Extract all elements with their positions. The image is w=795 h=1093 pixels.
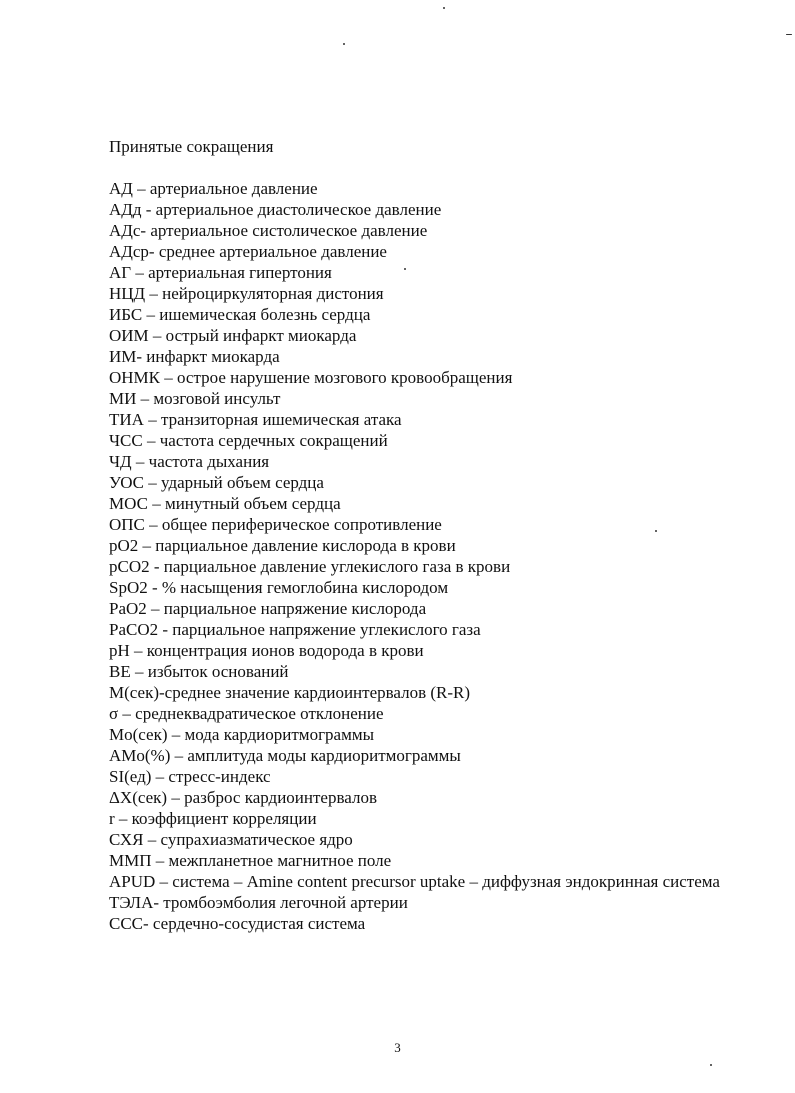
list-item: ΔX(сек) – разброс кардиоинтервалов <box>109 788 377 807</box>
list-item: ТИА – транзиторная ишемическая атака <box>109 410 402 429</box>
scan-speck <box>786 34 792 35</box>
list-item: АГ – артериальная гипертония <box>109 263 332 282</box>
list-item: ОНМК – острое нарушение мозгового кровообращения <box>109 368 513 387</box>
list-item: ОПС – общее периферическое сопротивление <box>109 515 442 534</box>
list-item: ЧСС – частота сердечных сокращений <box>109 431 388 450</box>
list-item: ССС- сердечно-сосудистая система <box>109 914 366 933</box>
scan-speck <box>710 1064 712 1066</box>
list-item: σ – среднеквадратическое отклонение <box>109 704 384 723</box>
abbreviation-list <box>109 178 749 934</box>
list-item: рО2 – парциальное давление кислорода в крови <box>109 536 456 555</box>
list-item: АДс- артериальное систолическое давление <box>109 221 428 240</box>
list-item: МИ – мозговой инсульт <box>109 389 281 408</box>
list-item: PaO2 – парциальное напряжение кислорода <box>109 599 427 618</box>
list-item: ОИМ – острый инфаркт миокарда <box>109 326 357 345</box>
list-item: M(сек)-среднее значение кардиоинтервалов (R-R) <box>109 683 471 702</box>
list-item: AMo(%) – амплитуда моды кардиоритмограммы <box>109 746 461 765</box>
list-item: BE – избыток оснований <box>109 662 289 681</box>
list-item: МОС – минутный объем сердца <box>109 494 341 513</box>
scan-speck <box>343 43 345 45</box>
list-item: pH – концентрация ионов водорода в крови <box>109 641 424 660</box>
list-item: УОС – ударный объем сердца <box>109 473 324 492</box>
list-item: СХЯ – супрахиазматическое ядро <box>109 830 353 849</box>
list-item: SpO2 - % насыщения гемоглобина кислородом <box>109 578 449 597</box>
list-item: ИМ- инфаркт миокарда <box>109 347 280 366</box>
list-item: АДср- среднее артериальное давление <box>109 242 387 261</box>
list-item: ММП – межпланетное магнитное поле <box>109 851 392 870</box>
page-number: 3 <box>394 1040 401 1055</box>
list-item: АДд - артериальное диастолическое давление <box>109 200 442 219</box>
list-item: НЦД – нейроциркуляторная дистония <box>109 284 384 303</box>
list-item: Mo(сек) – мода кардиоритмограммы <box>109 725 375 744</box>
list-item: APUD – система – Amine content precursor uptake – диффузная эндокринная система <box>109 872 720 891</box>
list-item: PaCO2 - парциальное напряжение углекислого газа <box>109 620 481 639</box>
scan-speck <box>443 7 445 9</box>
list-item: r – коэффициент корреляции <box>109 809 317 828</box>
list-item: АД – артериальное давление <box>109 179 318 198</box>
page-title: Принятые сокращения <box>109 137 274 156</box>
list-item: рСО2 - парциальное давление углекислого газа в крови <box>109 557 511 576</box>
list-item: ИБС – ишемическая болезнь сердца <box>109 305 371 324</box>
list-item: ЧД – частота дыхания <box>109 452 270 471</box>
list-item: ТЭЛА- тромбоэмболия легочной артерии <box>109 893 408 912</box>
list-item: SI(ед) – стресс-индекс <box>109 767 271 786</box>
